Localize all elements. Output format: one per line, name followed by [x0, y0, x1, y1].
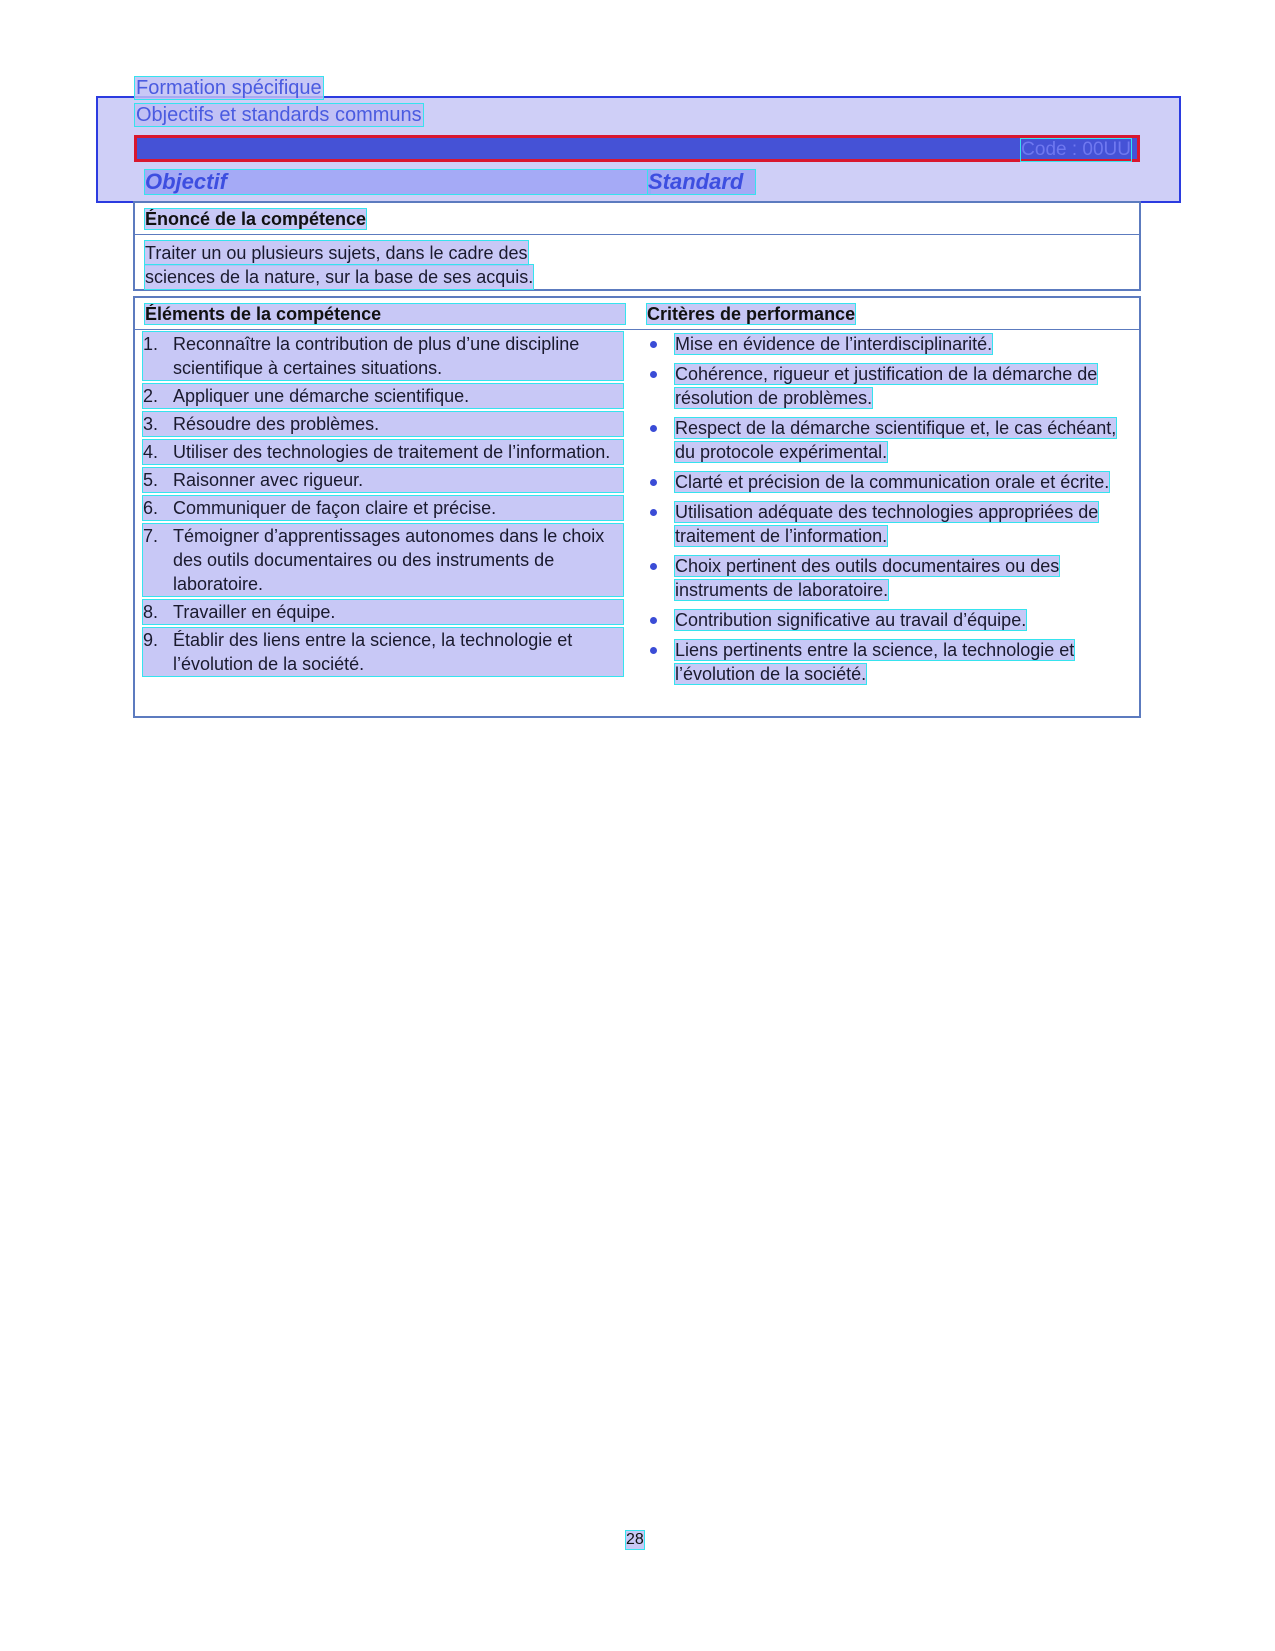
element-item: 3. Résoudre des problèmes.: [143, 412, 623, 436]
critere-item: Choix pertinent des outils documentaires ou des instruments de laboratoire.: [645, 554, 1125, 602]
code-bar: [134, 135, 1140, 162]
elements-list: [143, 332, 623, 680]
bullet-icon: [650, 341, 657, 348]
enonce-line: sciences de la nature, sur la base de ses acquis.: [145, 267, 534, 287]
enonce-text: [145, 241, 533, 289]
element-item: 1. Reconnaître la contribution de plus d’une discipline scientifique à certaines situations.: [143, 332, 623, 380]
element-item: 2. Appliquer une démarche scientifique.: [143, 384, 623, 408]
bullet-icon: [650, 425, 657, 432]
critere-item: Cohérence, rigueur et justification de la démarche de résolution de problèmes.: [645, 362, 1125, 410]
enonce-title: Énoncé de la compétence: [145, 209, 367, 229]
enonce-box: [133, 201, 1141, 291]
criteres-title: Critères de performance: [647, 304, 856, 324]
critere-item: Respect de la démarche scientifique et, le cas échéant, du protocole expérimental.: [645, 416, 1125, 464]
bullet-icon: [650, 371, 657, 378]
criteres-list: [645, 332, 1125, 692]
elements-title: Éléments de la compétence: [145, 304, 625, 324]
elements-box: [133, 296, 1141, 718]
section-label: Formation spécifique: [136, 77, 322, 99]
critere-item: Mise en évidence de l’interdisciplinarité.: [645, 332, 1125, 356]
subsection-label: Objectifs et standards communs: [136, 104, 422, 126]
element-item: 9. Établir des liens entre la science, la technologie et l’évolution de la société.: [143, 628, 623, 676]
critere-item: Liens pertinents entre la science, la technologie et l’évolution de la société.: [645, 638, 1125, 686]
bullet-icon: [650, 617, 657, 624]
critere-item: Contribution significative au travail d’équipe.: [645, 608, 1125, 632]
critere-item: Clarté et précision de la communication orale et écrite.: [645, 470, 1125, 494]
bullet-icon: [650, 479, 657, 486]
column-header-objectif: Objectif: [145, 170, 650, 194]
column-header-standard: Standard: [648, 170, 755, 194]
page-number: 28: [626, 1531, 644, 1548]
elements-title-row: [135, 298, 1139, 330]
enonce-title-row: [135, 203, 1139, 235]
bullet-icon: [650, 509, 657, 516]
element-item: 8. Travailler en équipe.: [143, 600, 623, 624]
element-item: 7. Témoigner d’apprentissages autonomes dans le choix des outils documentaires ou des instruments de laboratoire.: [143, 524, 623, 596]
element-item: 4. Utiliser des technologies de traitement de l’information.: [143, 440, 623, 464]
critere-item: Utilisation adéquate des technologies appropriées de traitement de l’information.: [645, 500, 1125, 548]
bullet-icon: [650, 647, 657, 654]
element-item: 6. Communiquer de façon claire et précise.: [143, 496, 623, 520]
element-item: 5. Raisonner avec rigueur.: [143, 468, 623, 492]
bullet-icon: [650, 563, 657, 570]
competency-code: Code : 00UU: [1021, 139, 1131, 160]
enonce-line: Traiter un ou plusieurs sujets, dans le cadre des: [145, 243, 528, 263]
